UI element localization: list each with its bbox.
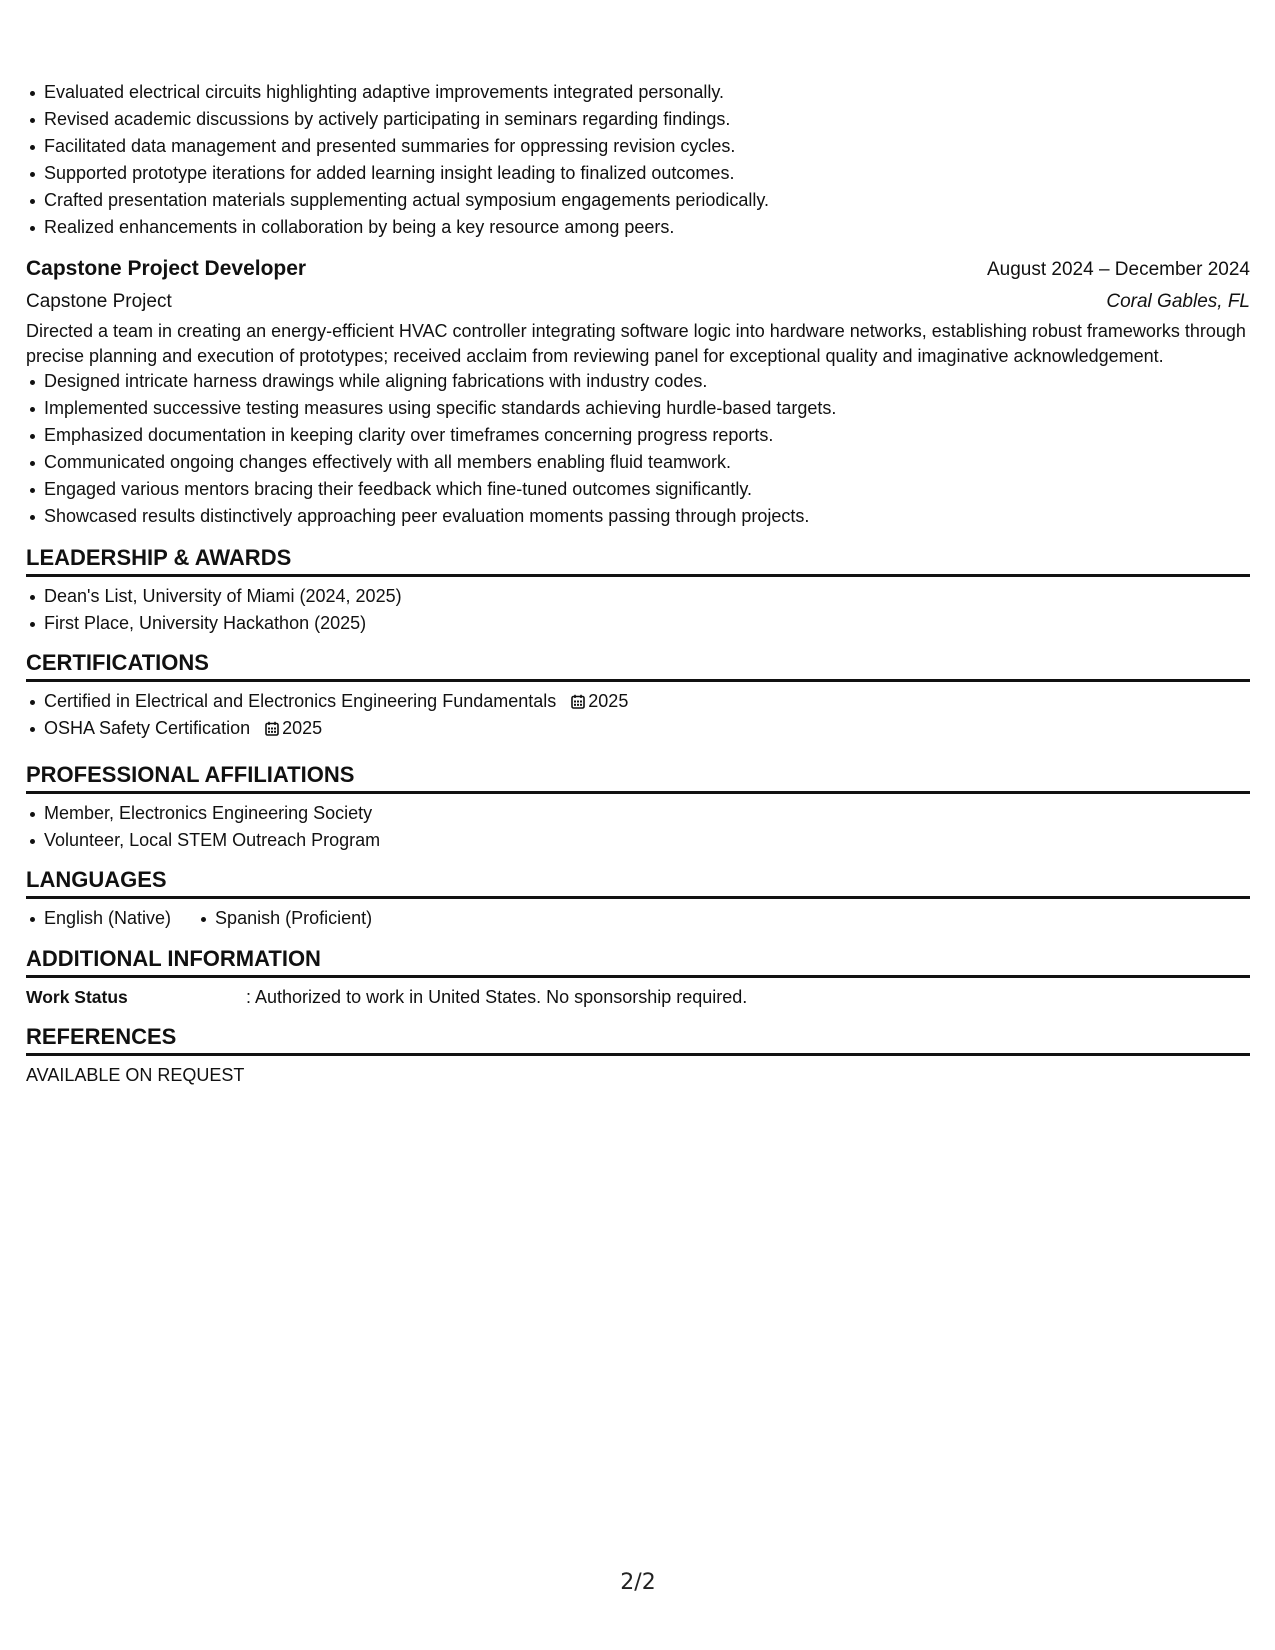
list-item: Dean's List, University of Miami (2024, 2025) — [26, 583, 1250, 610]
affiliations-list — [26, 800, 1250, 854]
list-item: Spanish (Proficient) — [197, 905, 372, 932]
additional-info-section — [26, 943, 1250, 1010]
certification-year: 2025 — [588, 691, 629, 711]
list-item: Emphasized documentation in keeping clarity over timeframes concerning progress reports. — [26, 422, 1250, 449]
job-dates: August 2024 – December 2024 — [986, 259, 1250, 280]
list-item: First Place, University Hackathon (2025) — [26, 610, 1250, 637]
certifications-section — [26, 647, 1250, 742]
list-item — [26, 715, 1250, 742]
job-title: Capstone Project Developer — [26, 257, 307, 280]
page-number: 2/2 — [620, 1570, 656, 1595]
section-heading: PROFESSIONAL AFFILIATIONS — [26, 759, 1250, 794]
job-organization: Capstone Project — [26, 291, 172, 312]
work-status-label: Work Status — [26, 987, 128, 1007]
section-heading: ADDITIONAL INFORMATION — [26, 943, 1250, 978]
list-item: Evaluated electrical circuits highlighting adaptive improvements integrated personally. — [26, 79, 1250, 106]
resume-page — [26, 0, 1250, 1650]
references-text: AVAILABLE ON REQUEST — [26, 1065, 245, 1085]
leadership-list — [26, 583, 1250, 637]
section-heading: LEADERSHIP & AWARDS — [26, 542, 1250, 577]
certification-year: 2025 — [282, 718, 323, 738]
list-item: Engaged various mentors bracing their feedback which fine-tuned outcomes significantly. — [26, 476, 1250, 503]
references-section — [26, 1021, 1250, 1088]
calendar-icon — [571, 694, 585, 709]
list-item: English (Native) — [26, 905, 171, 932]
job-location: Coral Gables, FL — [1106, 291, 1250, 312]
list-item: Revised academic discussions by actively participating in seminars regarding findings. — [26, 106, 1250, 133]
section-heading: REFERENCES — [26, 1021, 1250, 1056]
list-item: Implemented successive testing measures using specific standards achieving hurdle-based targets. — [26, 395, 1250, 422]
certification-name: Certified in Electrical and Electronics Engineering Fundamentals — [44, 691, 557, 711]
previous-role-bullets — [26, 79, 1250, 241]
work-status-value: : Authorized to work in United States. No sponsorship required. — [246, 987, 748, 1007]
languages-list — [26, 905, 1250, 932]
list-item: Crafted presentation materials supplementing actual symposium engagements periodically. — [26, 187, 1250, 214]
job-subheader-row — [26, 286, 1250, 318]
languages-section — [26, 864, 1250, 932]
job-entry — [26, 253, 1250, 530]
list-item: Realized enhancements in collaboration by being a key resource among peers. — [26, 214, 1250, 241]
job-description: Directed a team in creating an energy-efficient HVAC controller integrating software logic into hardware networks, establishing robust frameworks through precise planning and execution of prototypes; received acclaim from reviewing panel for exceptional quality and imaginative acknowledgement. — [26, 321, 1246, 366]
work-status-row — [26, 984, 1250, 1010]
list-item: Showcased results distinctively approaching peer evaluation moments passing through projects. — [26, 503, 1250, 530]
calendar-icon — [265, 721, 279, 736]
list-item: Member, Electronics Engineering Society — [26, 800, 1250, 827]
affiliations-section — [26, 759, 1250, 854]
list-item: Supported prototype iterations for added learning insight leading to finalized outcomes. — [26, 160, 1250, 187]
job-header-row — [26, 253, 1250, 286]
list-item: Volunteer, Local STEM Outreach Program — [26, 827, 1250, 854]
list-item: Facilitated data management and presented summaries for oppressing revision cycles. — [26, 133, 1250, 160]
section-heading: LANGUAGES — [26, 864, 1250, 899]
certification-name: OSHA Safety Certification — [44, 718, 251, 738]
list-item — [26, 688, 1250, 715]
certifications-list — [26, 688, 1250, 742]
job-bullets — [26, 368, 1250, 530]
list-item: Communicated ongoing changes effectively with all members enabling fluid teamwork. — [26, 449, 1250, 476]
list-item: Designed intricate harness drawings while aligning fabrications with industry codes. — [26, 368, 1250, 395]
leadership-section — [26, 542, 1250, 637]
section-heading: CERTIFICATIONS — [26, 647, 1250, 682]
